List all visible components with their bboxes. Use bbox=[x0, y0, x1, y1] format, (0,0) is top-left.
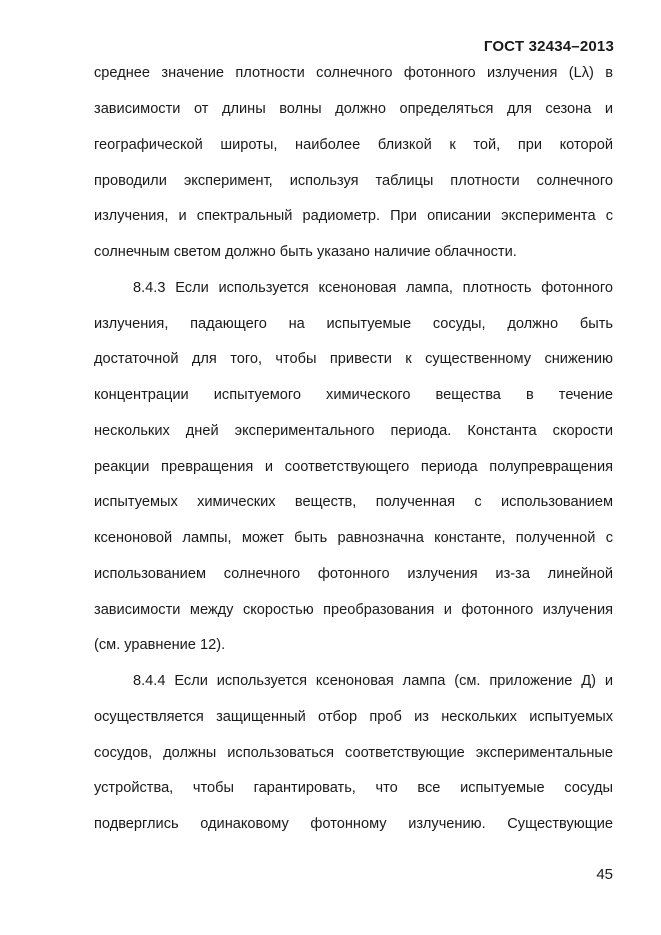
text-line-10: концентрации испытуемого химического вещества в течение bbox=[94, 387, 613, 403]
text-line-17: (см. уравнение 12). bbox=[94, 637, 226, 653]
text-line-22: подверглись одинаковому фотонному излучению. Существующие bbox=[94, 816, 613, 832]
text-line-3: географической широты, наиболее близкой к той, при которой bbox=[94, 137, 613, 153]
text-line-9: достаточной для того, чтобы привести к существенному снижению bbox=[94, 351, 613, 367]
text-line-1: среднее значение плотности солнечного фотонного излучения (Lλ) в bbox=[94, 65, 613, 81]
text-line-12: реакции превращения и соответствующего периода полупревращения bbox=[94, 459, 613, 475]
text-line-19: осуществляется защищенный отбор проб из нескольких испытуемых bbox=[94, 709, 613, 725]
text-line-7: 8.4.3 Если используется ксеноновая лампа, плотность фотонного bbox=[133, 280, 613, 296]
text-line-11: нескольких дней экспериментального периода. Константа скорости bbox=[94, 423, 613, 439]
text-line-4: проводили эксперимент, используя таблицы плотности солнечного bbox=[94, 173, 613, 189]
text-line-20: сосудов, должны использоваться соответствующие экспериментальные bbox=[94, 745, 613, 761]
page-number: 45 bbox=[596, 866, 613, 883]
text-line-13: испытуемых химических веществ, полученная с использованием bbox=[94, 494, 613, 510]
text-line-6: солнечным светом должно быть указано наличие облачности. bbox=[94, 244, 517, 260]
text-line-8: излучения, падающего на испытуемые сосуды, должно быть bbox=[94, 316, 613, 332]
text-line-16: зависимости между скоростью преобразования и фотонного излучения bbox=[94, 602, 613, 618]
standard-header: ГОСТ 32434–2013 bbox=[483, 38, 614, 55]
text-line-5: излучения, и спектральный радиометр. При описании эксперимента с bbox=[94, 208, 613, 224]
text-line-14: ксеноновой лампы, может быть равнозначна константе, полученной с bbox=[94, 530, 613, 546]
text-line-2: зависимости от длины волны должно определяться для сезона и bbox=[94, 101, 613, 117]
text-line-15: использованием солнечного фотонного излучения из-за линейной bbox=[94, 566, 613, 582]
text-line-18: 8.4.4 Если используется ксеноновая лампа (см. приложение Д) и bbox=[133, 673, 613, 689]
text-line-21: устройства, чтобы гарантировать, что все испытуемые сосуды bbox=[94, 780, 613, 796]
